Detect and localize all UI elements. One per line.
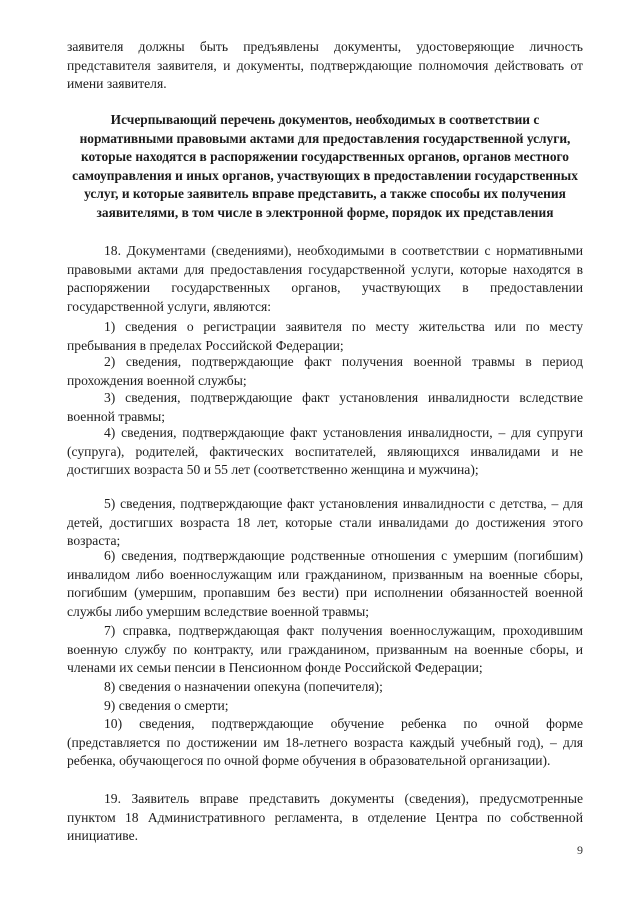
paragraph-19: 19. Заявитель вправе представить документы (сведения), предусмотренные пунктом 18 Административного регламента, в отделение Центра по собственной инициативе. xyxy=(67,791,583,843)
list-item-5: 5) сведения, подтверждающие факт установления инвалидности с детства, – для детей, достигших возраста 18 лет, которые стали инвалидами до достижения этого возраста; xyxy=(67,496,583,548)
intro-paragraph: заявителя должны быть предъявлены документы, удостоверяющие личность представителя заявителя, и документы, подтверждающие полномочия действовать от имени заявителя. xyxy=(67,39,583,91)
paragraph-18: 18. Документами (сведениями), необходимыми в соответствии с нормативными правовыми актами для предоставления государственной услуги, которые находятся в распоряжении государственных органов, участвующих в предоставлении государственной услуги, являются: xyxy=(67,243,583,314)
page-number: 9 xyxy=(577,843,583,857)
list-item-1: 1) сведения о регистрации заявителя по месту жительства или по месту пребывания в пределах Российской Федерации; xyxy=(67,319,583,353)
list-item-8: 8) сведения о назначении опекуна (попечителя); xyxy=(104,679,383,694)
list-item-2: 2) сведения, подтверждающие факт получения военной травмы в период прохождения военной службы; xyxy=(67,354,583,388)
list-item-10: 10) сведения, подтверждающие обучение ребенка по очной форме (представляется по достижении им 18-летнего возраста каждый учебный год), – для ребенка, обучающегося по очной форме обучения в образовательной организации). xyxy=(67,716,583,768)
list-item-4: 4) сведения, подтверждающие факт установления инвалидности, – для супруги (супруга), родителей, фактических воспитателей, являющихся инвалидами и не достигших возраста 50 и 55 лет (соответственно женщина и мужчина); xyxy=(67,425,583,477)
list-item-3: 3) сведения, подтверждающие факт установления инвалидности вследствие военной травмы; xyxy=(67,390,583,424)
section-heading: Исчерпывающий перечень документов, необходимых в соответствии с нормативными правовыми актами для предоставления государственной услуги, которые находятся в распоряжении государственных органов, органов местного самоуправления и иных органов, участвующих в предоставлении государственных услуг, и которые заявитель вправе представить, а также способы их получения заявителями, в том числе в электронной форме, порядок их представления xyxy=(72,112,578,220)
list-item-6: 6) сведения, подтверждающие родственные отношения с умершим (погибшим) инвалидом либо военнослужащим или гражданином, призванным на военные сборы, погибшим (умершим, пропавшим без вести) при исполнении обязанностей военной службы либо умершим вследствие военной травмы; xyxy=(67,548,583,619)
list-item-7: 7) справка, подтверждающая факт получения военнослужащим, проходившим военную службу по контракту, или гражданином, призванным на военные сборы, и членами их семьи пенсии в Пенсионном фонде Российской Федерации; xyxy=(67,623,583,675)
list-item-9: 9) сведения о смерти; xyxy=(104,698,229,713)
